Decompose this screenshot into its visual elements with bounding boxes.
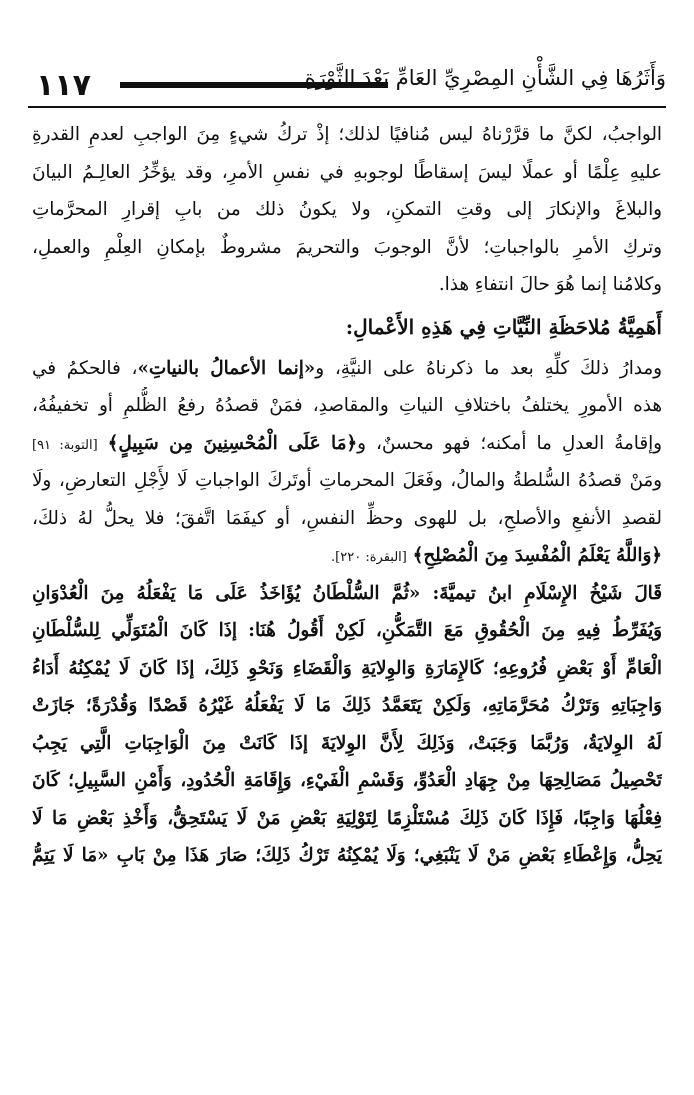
- body-text: [32, 116, 662, 875]
- text-run: ، فالحكمُ في: [32, 357, 138, 379]
- paragraph-line: ومَنْ قصدُهُ السُّلطةُ والمالُ، وفَعَلَ المحرماتِ أوتَركَ الواجباتِ لَا لأَِجْلِ التعارضِ، ولَا: [32, 470, 662, 491]
- paragraph-line: هذه الأمورِ يختلفُ باختلافِ النياتِ والمقاصدِ، فمَنْ قصدُهُ رفعُ الظُّلمِ أو تخفيفُهُ،: [32, 395, 662, 416]
- hadith-quote: «إنما الأعمالُ بالنياتِ»: [137, 357, 316, 379]
- quote-line: يَحِلُّ، وَإِعْطَاءِ بَعْضِ مَنْ لَا يَنْبَغِي؛ وَلَا يُمْكِنُهُ تَرْكُ ذَلِكَ؛ صَارَ هَذَا مِنْ بَابِ «مَا لَا يَتِمُّ: [32, 845, 662, 866]
- quote-line: الْعَامِّ أَوْ بَعْضِ فُرُوعِهِ؛ كَالإِمَارَةِ وَالوِلايَةِ وَالْقَضَاءِ وَنَحْوِ ذَلِكَ، إذَا كَانَ لَا يُمْكِنُهُ أَدَاءُ: [32, 657, 662, 679]
- paragraph-line: عليهِ عِلْمًا أو عملًا ليسَ إسقاطًا لوجوبهِ في نفسِ الأمرِ، وقد يؤخِّرُ العالِـمُ البيانَ: [32, 161, 662, 183]
- running-title: وَأَثَرُهَا فِي الشَّأْنِ المِصْرِيِّ العَامِّ بَعْدَ الثَّوْرَةِ: [304, 66, 666, 90]
- page-header: [28, 58, 666, 108]
- quran-verse: ﴿وَاللَّهُ يَعْلَمُ الْمُفْسِدَ مِنَ الْمُصْلِحِ﴾: [412, 545, 662, 566]
- paragraph-line: [32, 537, 662, 575]
- text-run: ومدارُ ذلكَ كلِّهِ بعد ما ذكرناهُ على النيَّةِ، و: [315, 357, 662, 379]
- paragraph-line: وتركِ الأمرِ بالواجباتِ؛ لأنَّ الوجوبَ والتحريمَ مشروطٌ بإمكانِ العِلْمِ والعملِ،: [32, 236, 662, 258]
- paragraph-line: الواجبُ، لكنَّ ما قرَّرْناهُ ليس مُنافيًا لذلك؛ إذْ تركُ شيءٍ مِنَ الواجبِ لعدمِ القدرةِ: [32, 124, 662, 145]
- quote-line: تَحْصِيلُ مَصَالِحِهَا مِنْ جِهَادِ الْعَدُوِّ، وَقَسْمِ الْفَيْءِ، وَإِقَامَةِ الْحُدُودِ، وَأَمْنِ السَّبِيلِ؛ كَانَ: [32, 770, 662, 791]
- paragraph-line: لقصدِ الأنفعِ والأصلحِ، بل للهوى وحظِّ النفسِ، أو كيفَمَا اتَّفقَ؛ فلا يحلُّ لهُ ذلكَ،: [32, 507, 662, 529]
- quote-line: وَاجِبَاتِهِ وَتَرْكُ مُحَرَّمَاتِهِ، وَلَكِنْ يَتَعَمَّدُ ذَلِكَ مَا لَا يَفْعَلُهُ غَيْرُهُ قَصْدًا وَقُدْرَةً؛ جَازَتْ: [32, 695, 662, 716]
- quote-line: وَيُفَرِّطُ فِيهِ مِنَ الْحُقُوقِ مَعَ التَّمَكُّنِ، لَكِنْ أَقُولُ هُنَا: إذَا كَانَ الْمُتَوَلِّي لِلسُّلْطَانِ: [32, 620, 662, 641]
- paragraph-line: [32, 350, 662, 388]
- verse-citation: [التوبة: ٩١]: [32, 437, 98, 453]
- quote-line: قَالَ شَيْخُ الإِسْلَامِ ابنُ تيميَّةَ: «ثُمَّ السُّلْطَانُ يُؤَاخَذُ عَلَى مَا يَفْعَلُهُ مِنَ الْعُدْوَانِ: [32, 582, 662, 604]
- header-rule: [28, 106, 666, 108]
- text-run: وإقامةُ العدلِ ما أمكنه؛ فهو محسنٌ، و: [357, 432, 662, 454]
- page-number: ١١٧: [36, 68, 91, 103]
- quote-line: فِعْلُهَا وَاجِبًا، فَإِذَا كَانَ ذَلِكَ مُسْتَلْزِمًا لِتَوْلِيَةِ بَعْضِ مَنْ لَا يَسْتَحِقُّ، وَأَخْذِ بَعْضِ مَا لَا: [32, 807, 662, 829]
- paragraph-line: وكلامُنا إنما هُوَ حالَ انتفاءِ هذا.: [438, 274, 662, 295]
- quote-line: لَهُ الوِلايَةُ، وَرُبَّمَا وَجَبَتْ، وَذَلِكَ لِأَنَّ الوِلايَةَ إذَا كَانَتْ مِنَ الْوَاجِبَاتِ الَّتِي يَجِبُ: [32, 732, 662, 754]
- quran-verse: ﴿مَا عَلَى الْمُحْسِنِينَ مِن سَبِيلٍ﴾: [107, 432, 358, 454]
- paragraph-line: والبلاغَ والإنكارَ إلى وقتِ التمكنِ، ولا يكونُ ذلك من بابِ إقرارِ المحرَّماتِ: [32, 199, 662, 220]
- paragraph-line: [32, 425, 662, 463]
- verse-citation: [البقرة: ٢٢٠].: [331, 550, 407, 565]
- section-heading: أَهَمِيَّةُ مُلاحَظَةِ النِّيَّاتِ فِي هَذِهِ الأَعْمالِ:: [345, 314, 662, 339]
